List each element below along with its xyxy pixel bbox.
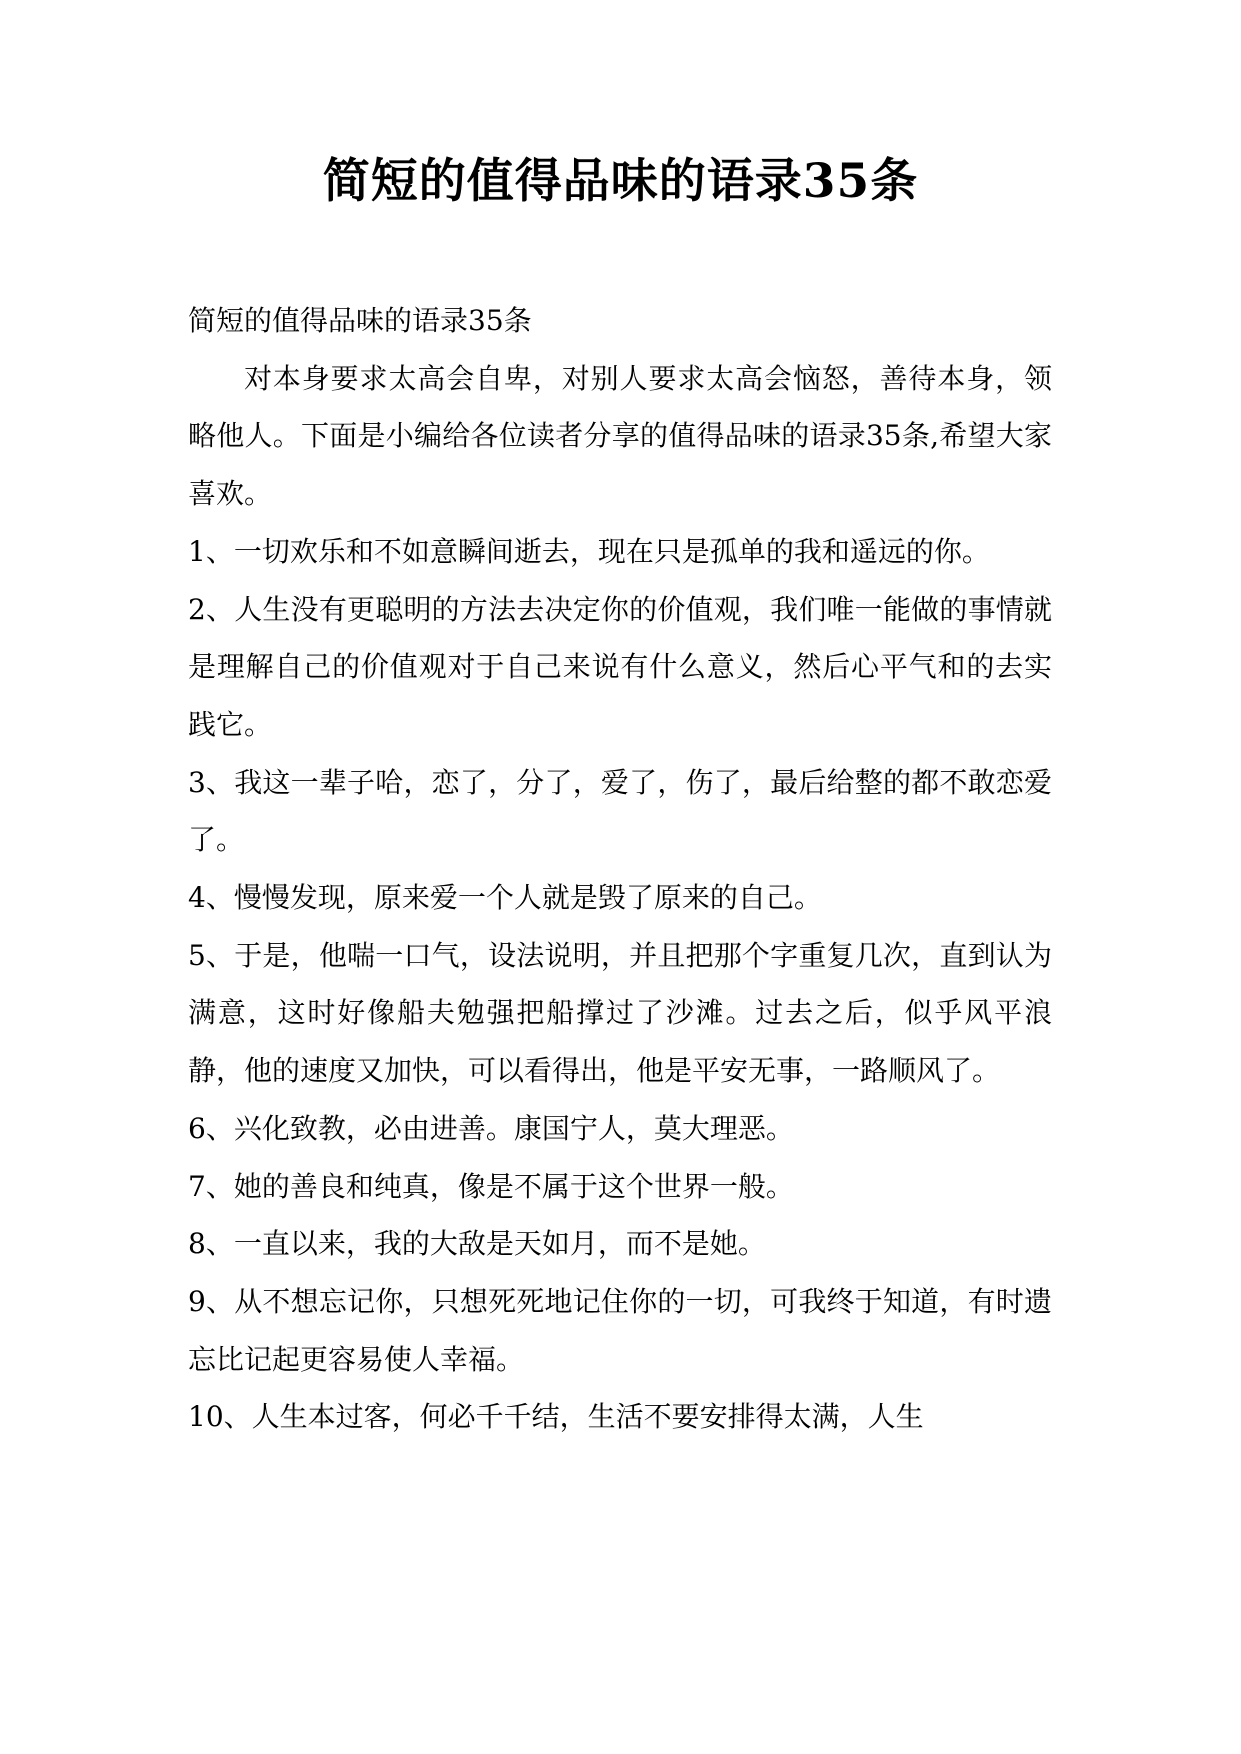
quote-item: 5、于是，他喘一口气，设法说明，并且把那个字重复几次，直到认为满意，这时好像船夫勉强把船撑过了沙滩。过去之后，似乎风平浪静，他的速度又加快，可以看得出，他是平安无事，一路顺风了。 [188, 938, 1052, 1088]
quote-item: 6、兴化致教，必由进善。康国宁人，莫大理恶。 [188, 1111, 794, 1145]
quote-item: 3、我这一辈子哈，恋了，分了，爱了，伤了，最后给整的都不敢恋爱了。 [188, 765, 1052, 857]
quote-item: 1、一切欢乐和不如意瞬间逝去，现在只是孤单的我和遥远的你。 [188, 534, 990, 568]
quote-item: 4、慢慢发现，原来爱一个人就是毁了原来的自己。 [188, 881, 822, 915]
quote-item: 8、一直以来，我的大敌是天如月，而不是她。 [188, 1227, 766, 1261]
quote-item: 9、从不想忘记你，只想死死地记住你的一切，可我终于知道，有时遗忘比记起更容易使人幸福。 [188, 1284, 1052, 1376]
document-subtitle: 简短的值得品味的语录35条 [188, 304, 532, 337]
document-title: 简短的值得品味的语录35条 [322, 154, 919, 209]
quote-item: 7、她的善良和纯真，像是不属于这个世界一般。 [188, 1169, 794, 1203]
quote-item: 10、人生本过客，何必千千结，生活不要安排得太满，人生 [188, 1400, 924, 1434]
quote-item: 2、人生没有更聪明的方法去决定你的价值观，我们唯一能做的事情就是理解自己的价值观对于自己来说有什么意义，然后心平气和的去实践它。 [188, 592, 1052, 741]
document-body [188, 292, 1052, 1446]
intro-paragraph: 对本身要求太高会自卑，对别人要求太高会恼怒，善待本身，领略他人。下面是小编给各位读者分享的值得品味的语录35条,希望大家喜欢。 [188, 361, 1052, 511]
